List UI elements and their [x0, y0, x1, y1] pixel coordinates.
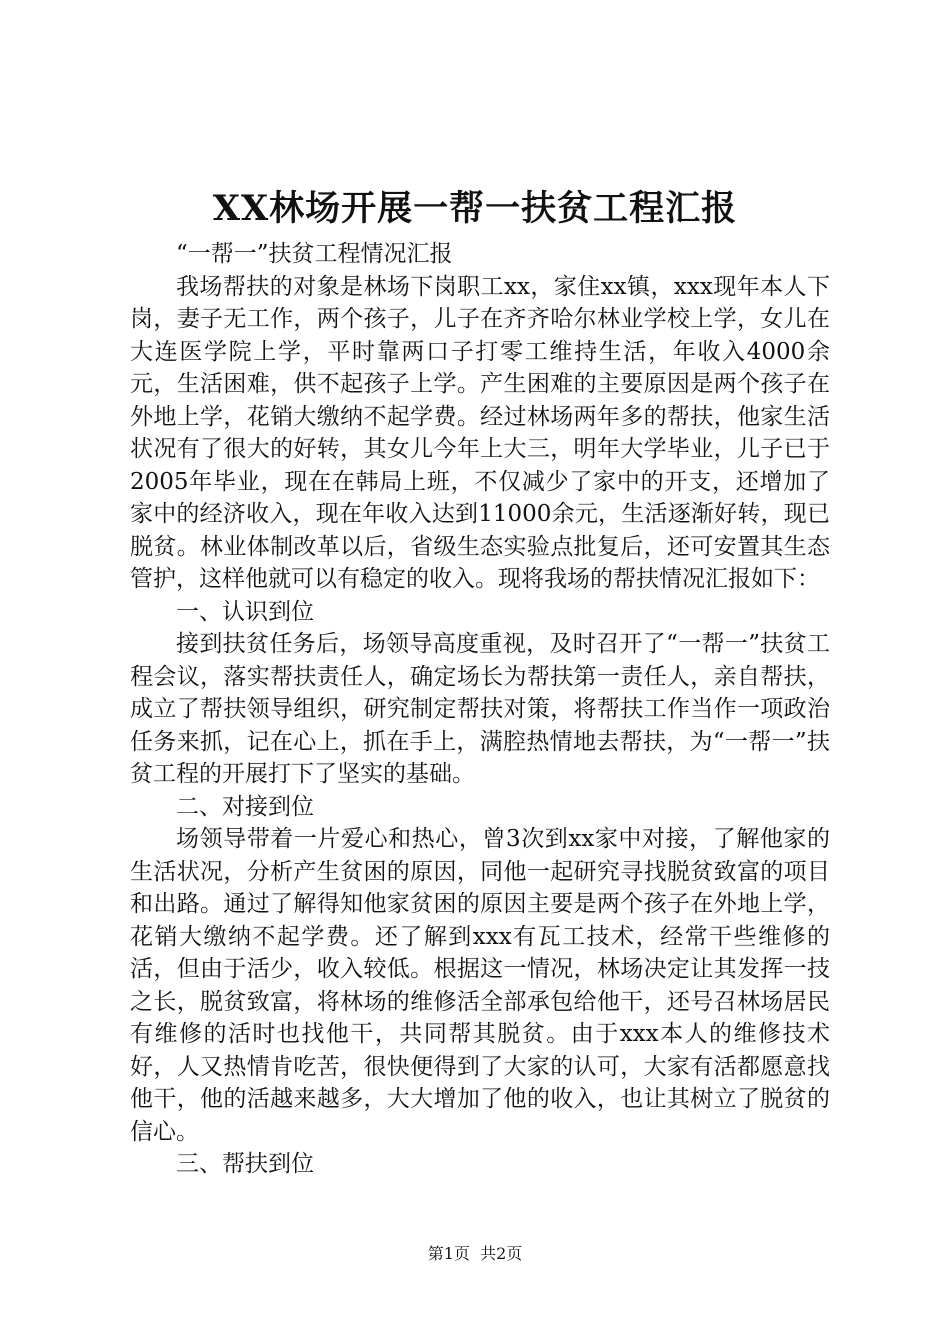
intro-paragraph: 我场帮扶的对象是林场下岗职工xx，家住xx镇，xxx现年本人下岗，妻子无工作，两个孩子，儿子在齐齐哈尔林业学校上学，女儿在大连医学院上学，平时靠两口子打零工维持生活，年收入4000余元，生活困难，供不起孩子上学。产生困难的主要原因是两个孩子在外地上学，花销大缴纳不起学费。经过林场两年多的帮扶，他家生活状况有了很大的好转，其女儿今年上大三，明年大学毕业，儿子已于2005年毕业，现在在韩局上班，不仅减少了家中的开支，还增加了家中的经济收入，现在年收入达到11000余元，生活逐渐好转，现已脱贫。林业体制改革以后，省级生态实验点批复后，还可安置其生态管护，这样他就可以有稳定的收入。现将我场的帮扶情况汇报如下：: [130, 273, 830, 592]
section-heading-2: 二、对接到位: [176, 793, 314, 820]
subtitle-paragraph: “一帮一”扶贫工程情况汇报: [176, 241, 453, 267]
document-body: [130, 238, 830, 1181]
section-heading-3: 三、帮扶到位: [176, 1151, 314, 1177]
section-heading-1: 一、认识到位: [176, 598, 314, 625]
section-1-paragraph: 接到扶贫任务后，场领导高度重视，及时召开了“一帮一”扶贫工程会议，落实帮扶责任人，确定场长为帮扶第一责任人，亲自帮扶，成立了帮扶领导组织，研究制定帮扶对策，将帮扶工作当作一项政治任务来抓，记在心上，抓在手上，满腔热情地去帮扶，为“一帮一”扶贫工程的开展打下了坚实的基础。: [130, 631, 830, 787]
document-title: XX林场开展一帮一扶贫工程汇报: [212, 188, 738, 229]
section-2-paragraph: 场领导带着一片爱心和热心，曾3次到xx家中对接，了解他家的生活状况，分析产生贫困的原因，同他一起研究寻找脱贫致富的项目和出路。通过了解得知他家贫困的原因主要是两个孩子在外地上学，花销大缴纳不起学费。还了解到xxx有瓦工技术，经常干些维修的活，但由于活少，收入较低。根据这一情况，林场决定让其发挥一技之长，脱贫致富，将林场的维修活全部承包给他干，还号召林场居民有维修的活时也找他干，共同帮其脱贫。由于xxx本人的维修技术好，人又热情肯吃苦，很快便得到了大家的认可，大家有活都愿意找他干，他的活越来越多，大大增加了他的收入，也让其树立了脱贫的信心。: [130, 826, 830, 1145]
page-number-footer: 第1页 共2页: [427, 1244, 523, 1263]
